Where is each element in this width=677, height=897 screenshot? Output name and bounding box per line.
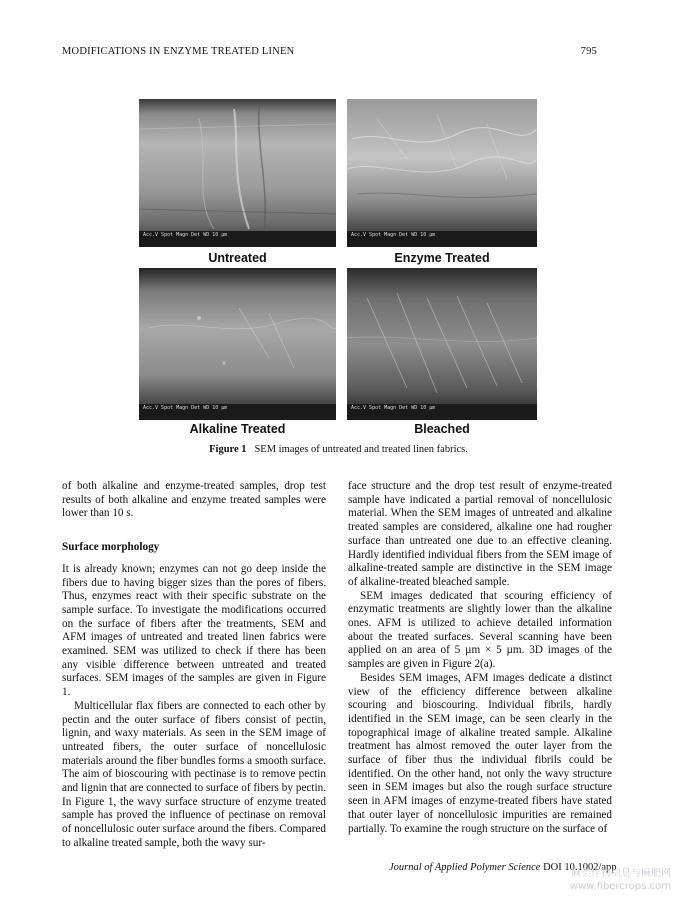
paragraph: face structure and the drop test result of enzyme-treated sample have indicated a partial removal of noncellulosic material. When the SEM images of untreated and alkaline treated samples are considered, alkaline one had rougher surface than untreated one due to an effective cleaning. Hardly identified individual fibers from the SEM image of alkaline-treated sample are distinctive in the SEM image of alkaline-treated bleached sample. xyxy=(348,480,612,588)
paragraph: Besides SEM images, AFM images dedicate a distinct view of the efficiency difference between alkaline scouring and bioscouring. Individual fibrils, hardly identified in the SEM image, can be seen clearly in the topographical image of alkaline treated sample. Alkaline treatment has almost removed the outer layer from the surface of fiber thus the individual fibrils could be identified. On the other hand, not only the wavy structure seen in SEM images but also the rough surface structure seen in AFM images of enzyme-treated fibers have stated that outer layer of noncellulosic impurities are remained partially. To examine the rough structure on the surface of xyxy=(348,671,612,835)
running-head xyxy=(62,46,597,57)
section-heading: Surface morphology xyxy=(62,541,160,554)
sem-databar: Acc.V Spot Magn Det WD 10 µm xyxy=(139,404,336,420)
doi: DOI 10.1002/app xyxy=(543,862,617,873)
sem-databar: Acc.V Spot Magn Det WD 10 µm xyxy=(347,404,537,420)
journal-name: Journal of Applied Polymer Science xyxy=(389,862,541,873)
sem-caption-untreated: Untreated xyxy=(208,251,267,265)
sem-databar: Acc.V Spot Magn Det WD 10 µm xyxy=(347,231,537,247)
paragraph: It is already known; enzymes can not go deep inside the fibers due to having bigger sizes than the pores of fibers. Thus, enzymes react with their specific substrate on the sample surface. To investigate the modifications occurred on the surface of fibers after the treatments, SEM and AFM images of untreated and treated linen fabrics were examined. SEM was utilized to check if there has been any visible difference between untreated and treated surfaces. SEM images of the samples are given in Figure 1. xyxy=(62,562,326,699)
paragraph: of both alkaline and enzyme-treated samples, drop test results of both alkaline and enzyme treated samples were lower than 10 s. xyxy=(62,480,326,520)
sem-caption-bleached: Bleached xyxy=(414,422,470,436)
sem-caption-enzyme-treated: Enzyme Treated xyxy=(394,251,490,265)
paragraph: SEM images dedicated that scouring efficiency of enzymatic treatments are slightly lower than the alkaline ones. AFM is utilized to achieve detailed information about the treated surfaces. Several scanning have been applied on an area of 5 µm × 5 µm. 3D images of the samples are given in Figure 2(a). xyxy=(348,589,612,671)
watermark-url: www.fibercrops.com xyxy=(569,881,671,892)
sem-image-bleached xyxy=(347,268,537,420)
paragraph: Multicellular flax fibers are connected to each other by pectin and the outer surface of fibers consist of pectin, lignin, and waxy materials. As seen in the SEM image of untreated fibers, the outer surface of noncellulosic materials around the fiber bundles forms a smooth surface. The aim of bioscouring with pectinase is to remove pectin and lignin that are connected to surface of fibers by pectin. In Figure 1, the wavy surface structure of enzyme treated sample has proved the influence of pectinase on removal of noncellulosic outer surface around the fibers. Compared to alkaline treated sample, both the wavy sur- xyxy=(62,699,326,849)
sem-databar: Acc.V Spot Magn Det WD 10 µm xyxy=(139,231,336,247)
figure-caption-text: SEM images of untreated and treated linen fabrics. xyxy=(254,444,468,455)
sem-image-untreated xyxy=(139,99,336,247)
watermark-line: 麻类作物信息与麻肥网 xyxy=(571,868,671,879)
watermark xyxy=(570,867,671,893)
left-column xyxy=(62,480,326,851)
sem-image-enzyme-treated xyxy=(347,99,537,247)
sem-caption-alkaline-treated: Alkaline Treated xyxy=(189,422,286,436)
sem-image-alkaline-treated xyxy=(139,268,336,420)
right-column xyxy=(348,480,612,836)
running-head-title: MODIFICATIONS IN ENZYME TREATED LINEN xyxy=(62,46,295,57)
figure-caption xyxy=(0,444,677,455)
page-number: 795 xyxy=(580,46,597,57)
figure-label: Figure 1 xyxy=(209,444,247,455)
